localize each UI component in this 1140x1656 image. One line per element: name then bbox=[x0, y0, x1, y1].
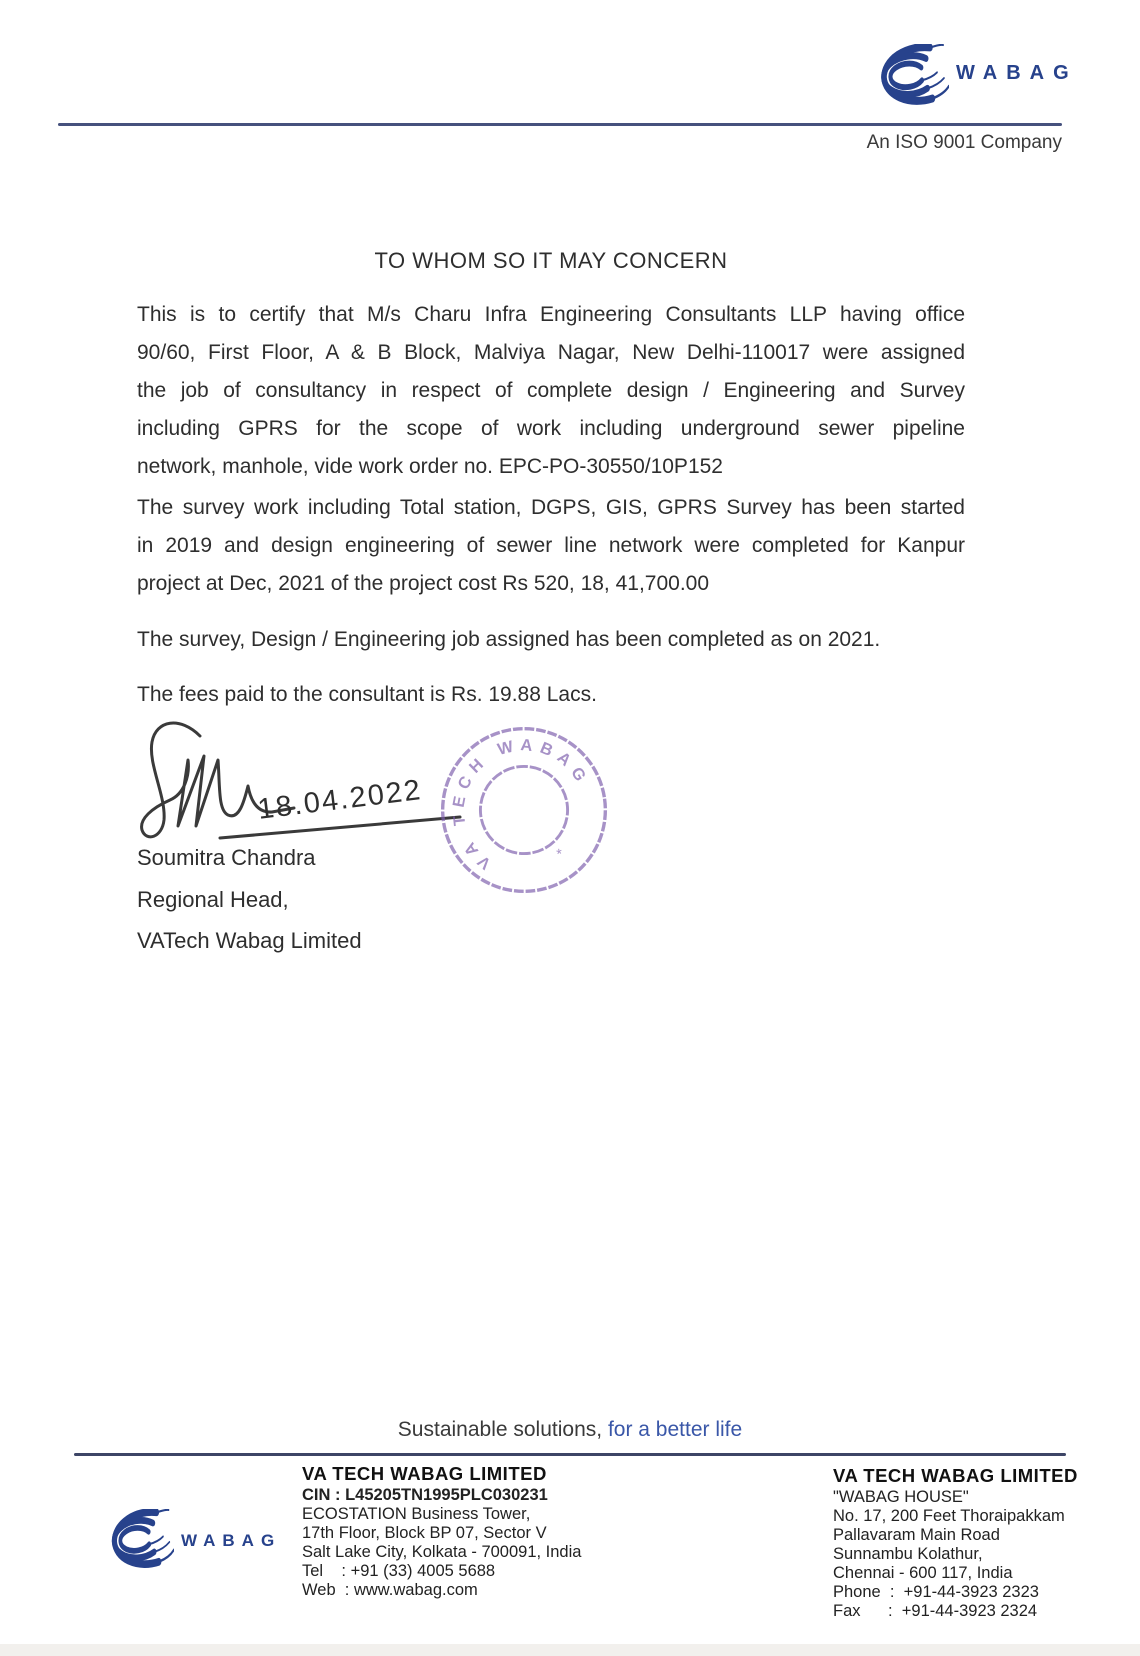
footer-left-company: VA TECH WABAG LIMITED bbox=[302, 1463, 547, 1484]
paragraph-line: in 2019 and design engineering of sewer line network were completed for Kanpur bbox=[137, 534, 965, 557]
paragraph-line: The fees paid to the consultant is Rs. 19.88 Lacs. bbox=[137, 683, 597, 706]
tagline-secondary: for a better life bbox=[602, 1418, 743, 1441]
footer-left-block bbox=[302, 1464, 602, 1600]
wabag-logo-icon bbox=[86, 1509, 174, 1571]
signature-underline bbox=[220, 817, 460, 838]
phone-line: Tel : +91 (33) 4005 5688 bbox=[302, 1562, 496, 1580]
scan-bottom-edge bbox=[0, 1644, 1140, 1656]
paragraph-line: The survey work including Total station, DGPS, GIS, GPRS Survey has been started bbox=[137, 496, 965, 519]
address-line: 17th Floor, Block BP 07, Sector V bbox=[302, 1524, 547, 1542]
website-line: Web : www.wabag.com bbox=[302, 1581, 478, 1599]
letter-title: TO WHOM SO IT MAY CONCERN bbox=[374, 248, 728, 273]
footer-left-cin: CIN : L45205TN1995PLC030231 bbox=[302, 1486, 548, 1504]
phone-line: Phone : +91-44-3923 2323 bbox=[833, 1583, 1039, 1601]
stamp-ring-text: VA TECH WABAG bbox=[449, 736, 593, 873]
address-line: Pallavaram Main Road bbox=[833, 1526, 1000, 1544]
paragraph-line: The survey, Design / Engineering job assigned has been completed as on 2021. bbox=[137, 628, 881, 651]
signatory-name: Soumitra Chandra bbox=[137, 845, 316, 870]
paragraph-line: 90/60, First Floor, A & B Block, Malviya Nagar, New Delhi-110017 were assigned bbox=[137, 341, 965, 364]
footer-right-company: VA TECH WABAG LIMITED bbox=[833, 1465, 1078, 1486]
paragraph-line: This is to certify that M/s Charu Infra Engineering Consultants LLP having office bbox=[137, 303, 965, 326]
paragraph-line: the job of consultancy in respect of complete design / Engineering and Survey bbox=[137, 379, 965, 402]
address-line: No. 17, 200 Feet Thoraipakkam bbox=[833, 1507, 1065, 1525]
iso-certification-label: An ISO 9001 Company bbox=[866, 132, 1062, 153]
paragraph-line: network, manhole, vide work order no. EPC-PO-30550/10P152 bbox=[137, 455, 723, 478]
address-line: Chennai - 600 117, India bbox=[833, 1564, 1013, 1582]
brand-wordmark: WABAG bbox=[956, 62, 1078, 84]
address-line: ECOSTATION Business Tower, bbox=[302, 1505, 531, 1523]
paragraph-3 bbox=[137, 621, 965, 659]
signatory-company: VATech Wabag Limited bbox=[137, 928, 362, 953]
footer-tagline bbox=[0, 1418, 1140, 1442]
address-line: "WABAG HOUSE" bbox=[833, 1488, 969, 1506]
address-line: Salt Lake City, Kolkata - 700091, India bbox=[302, 1543, 582, 1561]
footer-right-block bbox=[833, 1466, 1113, 1621]
footer-brand-wordmark: WABAG bbox=[181, 1531, 282, 1550]
paragraph-1 bbox=[137, 296, 965, 486]
paragraph-line: project at Dec, 2021 of the project cost Rs 520, 18, 41,700.00 bbox=[137, 572, 710, 595]
fax-line: Fax : +91-44-3923 2324 bbox=[833, 1602, 1038, 1620]
stamp-asterisk: * bbox=[555, 846, 564, 864]
footer-rule bbox=[74, 1453, 1066, 1456]
paragraph-line: including GPRS for the scope of work including underground sewer pipeline bbox=[137, 417, 965, 440]
tagline-primary: Sustainable solutions, bbox=[397, 1418, 603, 1441]
signature-date: 18.04.2022 bbox=[255, 773, 424, 826]
paragraph-2 bbox=[137, 489, 965, 603]
signatory-role: Regional Head, bbox=[137, 887, 289, 912]
address-line: Sunnambu Kolathur, bbox=[833, 1545, 983, 1563]
header-rule bbox=[58, 123, 1062, 126]
paragraph-4 bbox=[137, 676, 965, 714]
wabag-logo-icon bbox=[853, 44, 949, 108]
company-stamp-icon bbox=[432, 718, 616, 902]
